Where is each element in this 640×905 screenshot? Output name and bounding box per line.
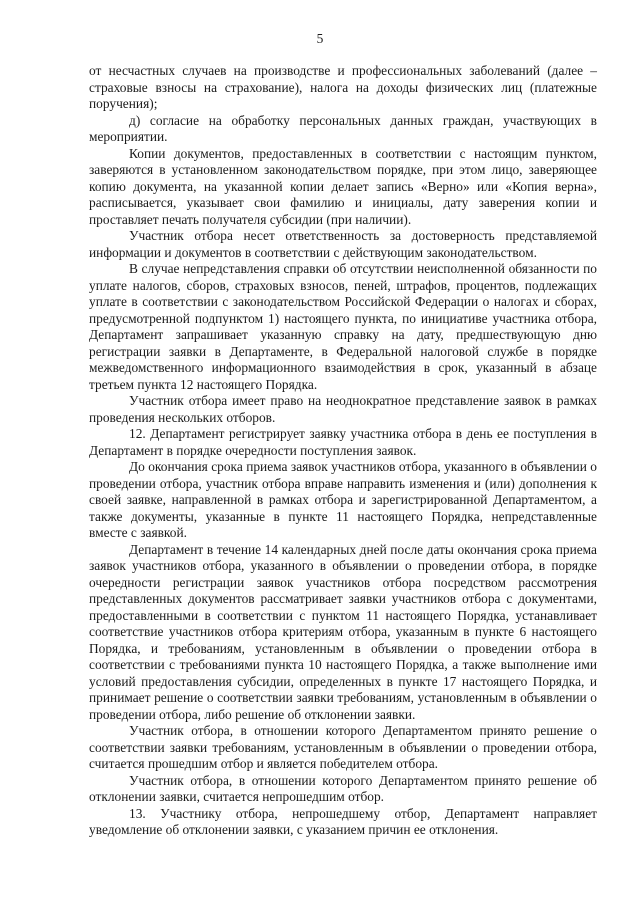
paragraph: 12. Департамент регистрирует заявку участника отбора в день ее поступления в Департамент в порядке очередности поступления заявок. xyxy=(89,426,597,458)
paragraph: от несчастных случаев на производстве и профессиональных заболеваний (далее – страховые взносы на страхование), налога на доходы физических лиц (платежные поручения); xyxy=(89,63,597,111)
paragraph: Участник отбора, в отношении которого Департаментом принято решение об отклонении заявки, считается непрошедшим отбор. xyxy=(89,772,597,804)
paragraph: Участник отбора имеет право на неоднократное представление заявок в рамках проведения нескольких отборов. xyxy=(89,393,597,425)
paragraph: До окончания срока приема заявок участников отбора, указанного в объявлении о проведении отбора, участник отбора вправе направить изменения и (или) дополнения к своей заявке, направленной в рамках отбора и зарегистрированной Департаментом, а также документы, указанные в пункте 11 настоящего Порядка, непредставленные вместе с заявкой. xyxy=(89,459,597,540)
paragraph: Участник отбора, в отношении которого Департаментом принято решение о соответствии заявки требованиям, установленным в объявлении о проведении отбора, считается прошедшим отбор и является победителем отбора. xyxy=(89,723,597,771)
paragraph: д) согласие на обработку персональных данных граждан, участвующих в мероприятии. xyxy=(89,112,597,144)
paragraph: Копии документов, предоставленных в соответствии с настоящим пунктом, заверяются в установленном законодательством порядке, при этом лицо, заверяющее копию документа, на указанной копии делает запись «Верно» или «Копия верна», расписывается, указывает свои фамилию и инициалы, дату заверения копии и проставляет печать получателя субсидии (при наличии). xyxy=(89,145,597,227)
paragraph: Департамент в течение 14 календарных дней после даты окончания срока приема заявок участников отбора, указанного в объявлении о проведении отбора, в порядке очередности регистрации заявок участников отбора посредством рассмотрения представленных документов рассматривает заявки участников отбора с документами, предоставленными в соответствии с пунктом 11 настоящего Порядка, устанавливает соответствие участников отбора критериям отбора, указанным в пункте 6 настоящего Порядка, и требованиям, установленным в объявлении о проведении отбора в соответствии с требованиями пункта 10 настоящего Порядка, а также выполнение ими условий предоставления субсидии, определенных в пункте 17 настоящего Порядка, и принимает решение о соответствии заявки требованиям, установленным в объявлении о проведении отбора, либо решение об отклонении заявки. xyxy=(89,541,597,722)
page-number: 5 xyxy=(316,31,324,46)
paragraph: Участник отбора несет ответственность за достоверность представляемой информации и документов в соответствии с действующим законодательством. xyxy=(89,228,597,260)
paragraph: 13. Участнику отбора, непрошедшему отбор, Департамент направляет уведомление об отклонении заявки, с указанием причин ее отклонения. xyxy=(89,805,597,837)
document-body xyxy=(89,63,597,839)
paragraph: В случае непредставления справки об отсутствии неисполненной обязанности по уплате налогов, сборов, страховых взносов, пеней, штрафов, процентов, подлежащих уплате в соответствии с законодательством Российской Федерации о налогах и сборах, предусмотренной подпунктом 1) настоящего пункта, по инициативе участника отбора, Департамент запрашивает указанную справку на дату, предшествующую дню регистрации заявки в Департаменте, в Федеральной налоговой службе в порядке межведомственного информационного взаимодействия в срок, указанный в абзаце третьем пункта 12 настоящего Порядка. xyxy=(89,261,597,392)
